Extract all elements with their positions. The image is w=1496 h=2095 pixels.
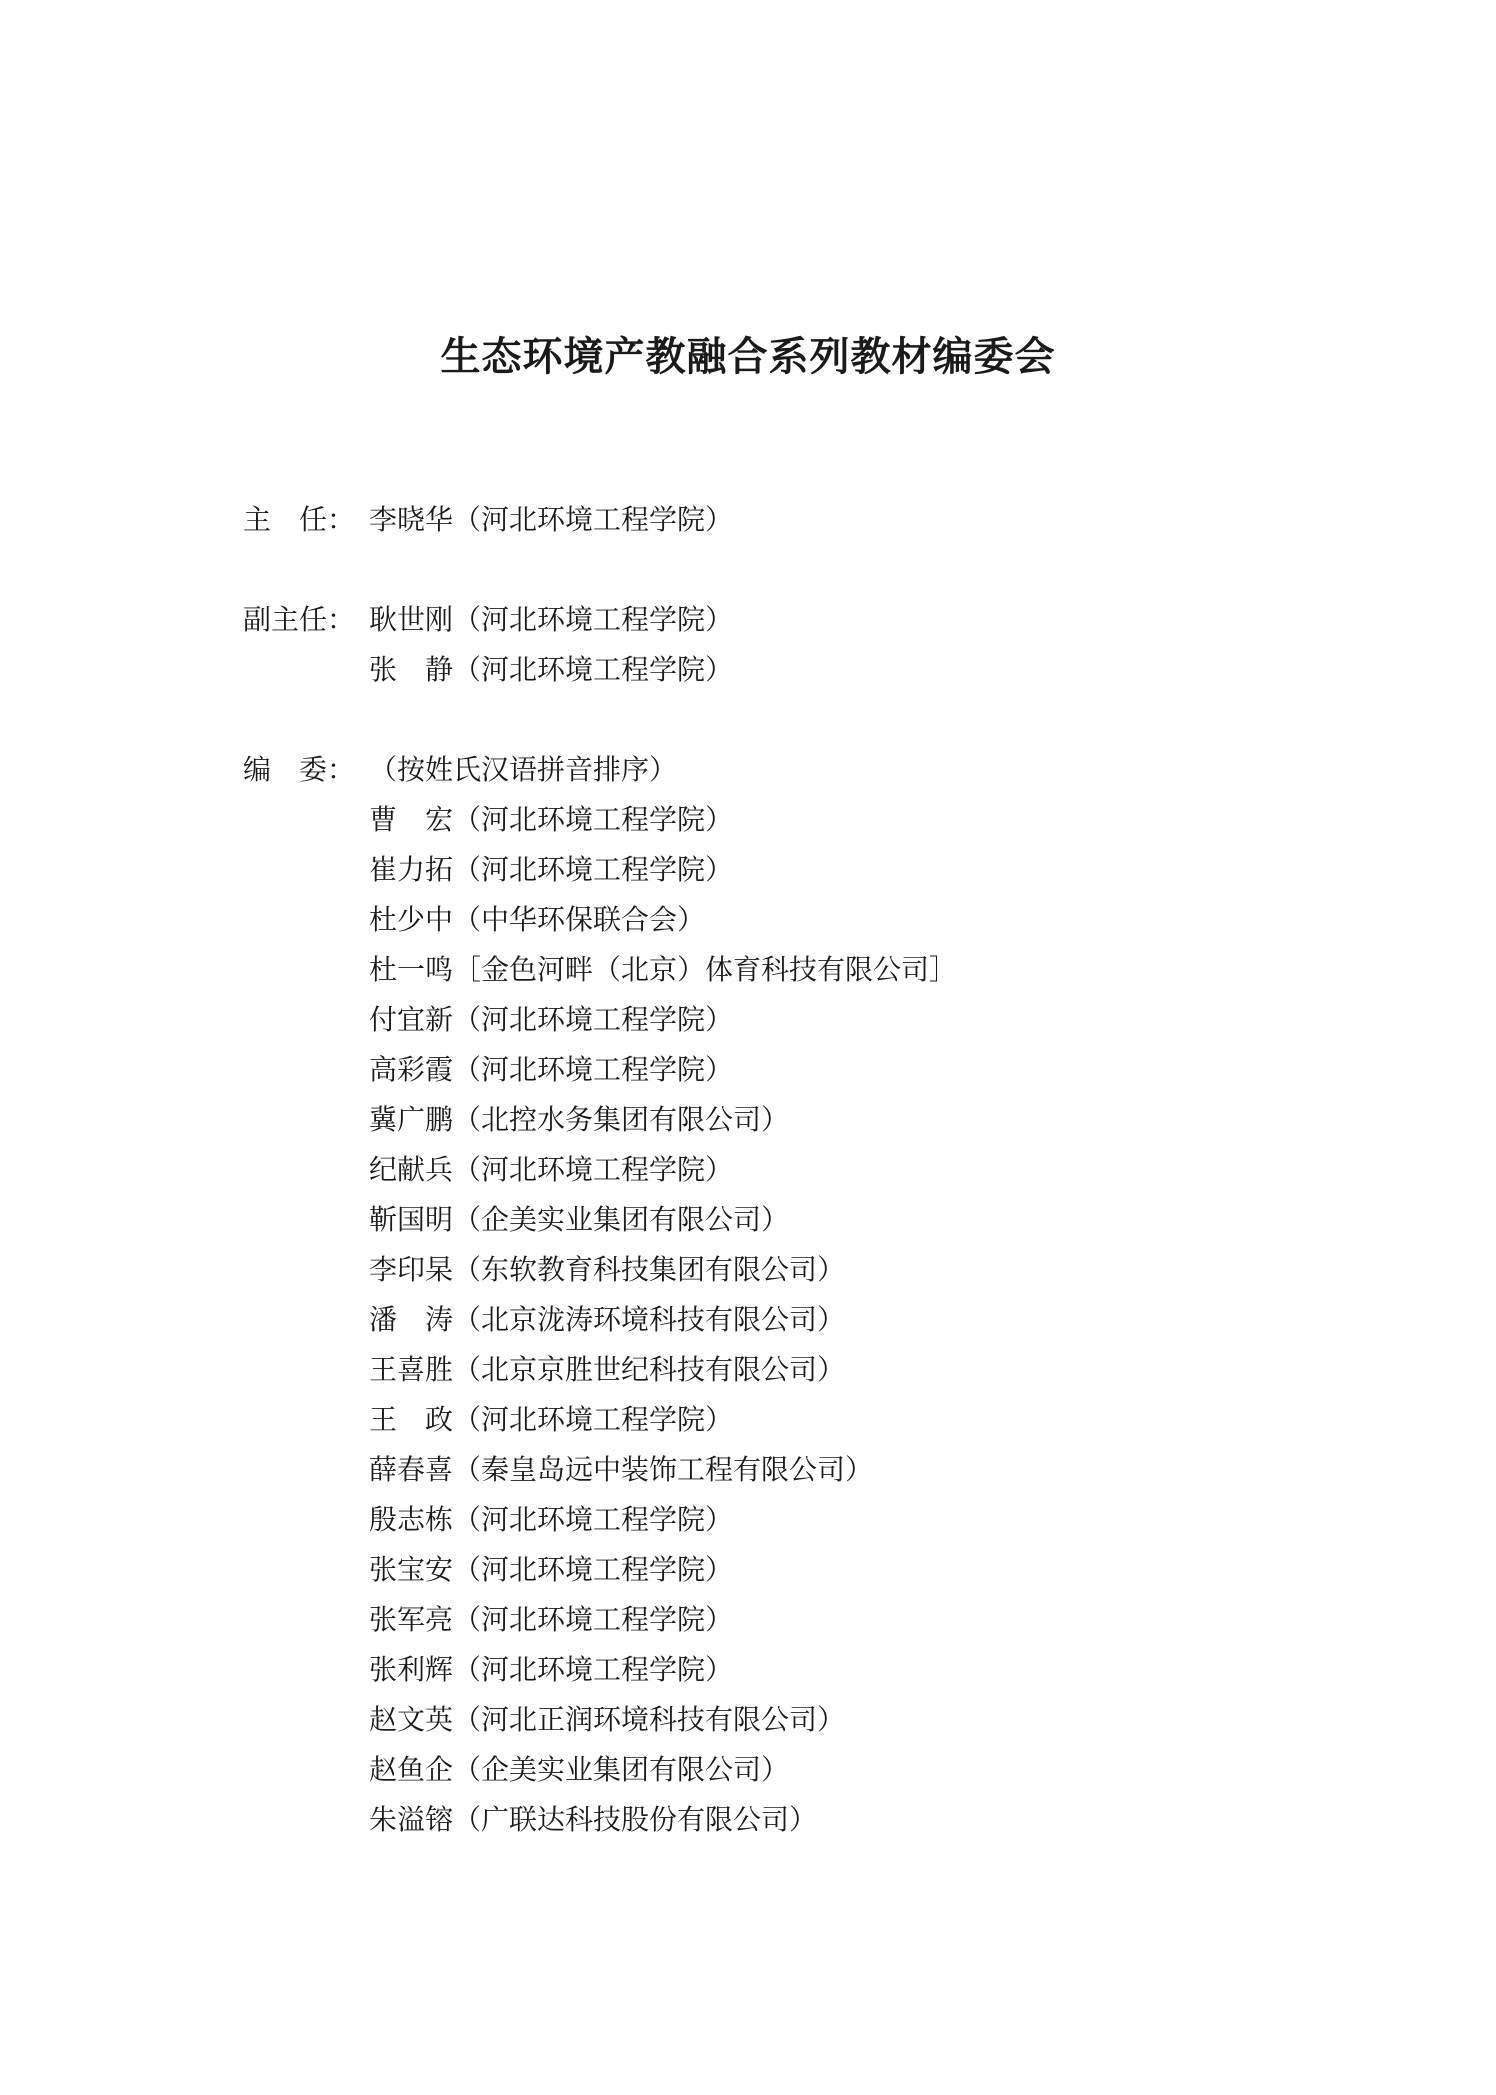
member-entry <box>369 1545 733 1595</box>
member-org: （河北环境工程学院） <box>453 1003 734 1036</box>
member-name: 薛春喜 <box>369 1453 454 1486</box>
member-entry <box>369 1045 733 1095</box>
member-entry <box>369 1245 845 1295</box>
member-org: （河北环境工程学院） <box>453 503 734 536</box>
member-org: （秦皇岛远中装饰工程有限公司） <box>453 1453 874 1486</box>
member-org: （企美实业集团有限公司） <box>453 1753 790 1786</box>
page-title: 生态环境产教融合系列教材编委会 <box>440 334 1056 380</box>
member-entry <box>369 1145 733 1195</box>
member-org: （河北环境工程学院） <box>453 803 734 836</box>
member-name: 张利辉 <box>369 1653 454 1686</box>
member-name: 赵鱼企 <box>369 1753 454 1786</box>
member-entry <box>369 945 957 995</box>
member-org: （河北环境工程学院） <box>453 853 734 886</box>
member-org: （东软教育科技集团有限公司） <box>453 1253 846 1286</box>
member-entry <box>369 1095 789 1145</box>
member-org: （河北环境工程学院） <box>453 1653 734 1686</box>
member-name: 王喜胜 <box>369 1353 454 1386</box>
member-name: 李印杲 <box>369 1253 454 1286</box>
member-entry <box>369 1595 733 1645</box>
director-label: 主 任： <box>243 503 356 536</box>
member-org: （中华环保联合会） <box>453 903 706 936</box>
member-org: （北京京胜世纪科技有限公司） <box>453 1353 846 1386</box>
member-org: （河北环境工程学院） <box>453 1053 734 1086</box>
member-name: 付宜新 <box>369 1003 454 1036</box>
member-entry <box>369 1495 733 1545</box>
member-org: （河北环境工程学院） <box>453 1503 734 1536</box>
member-name: 王 政 <box>369 1403 454 1436</box>
deputy-director-label: 副主任： <box>243 603 356 636</box>
member-entry <box>369 495 733 545</box>
member-entry <box>369 995 733 1045</box>
member-name: 赵文英 <box>369 1703 454 1736</box>
member-name: 纪献兵 <box>369 1153 454 1186</box>
member-org: （河北环境工程学院） <box>453 603 734 636</box>
member-entry <box>369 895 705 945</box>
member-org: （企美实业集团有限公司） <box>453 1203 790 1236</box>
member-entry <box>369 845 733 895</box>
member-entry <box>369 795 733 845</box>
member-org: ［金色河畔（北京）体育科技有限公司］ <box>453 953 958 986</box>
member-name: 崔力拓 <box>369 853 454 886</box>
member-org: （河北环境工程学院） <box>453 1153 734 1186</box>
member-entry <box>369 1345 845 1395</box>
member-name: 朱溢镕 <box>369 1803 454 1836</box>
member-org: （河北环境工程学院） <box>453 1603 734 1636</box>
member-name: 张宝安 <box>369 1553 454 1586</box>
member-org: （河北环境工程学院） <box>453 1403 734 1436</box>
member-name: 潘 涛 <box>369 1303 454 1336</box>
committee-sort-note: （按姓氏汉语拼音排序） <box>369 753 678 786</box>
member-name: 殷志栋 <box>369 1503 454 1536</box>
member-entry <box>369 1695 845 1745</box>
member-org: （河北正润环境科技有限公司） <box>453 1703 846 1736</box>
member-entry <box>369 1445 873 1495</box>
member-name: 冀广鹏 <box>369 1103 454 1136</box>
member-name: 耿世刚 <box>369 603 454 636</box>
member-org: （河北环境工程学院） <box>453 1553 734 1586</box>
committee-label: 编 委： <box>243 753 356 786</box>
member-name: 高彩霞 <box>369 1053 454 1086</box>
member-entry <box>369 595 733 645</box>
member-org: （北控水务集团有限公司） <box>453 1103 790 1136</box>
member-entry <box>369 1645 733 1695</box>
member-entry <box>369 1395 733 1445</box>
member-org: （河北环境工程学院） <box>453 653 734 686</box>
member-name: 张 静 <box>369 653 454 686</box>
member-entry <box>369 645 733 695</box>
member-name: 曹 宏 <box>369 803 454 836</box>
member-name: 靳国明 <box>369 1203 454 1236</box>
member-entry <box>369 1795 817 1845</box>
member-org: （广联达科技股份有限公司） <box>453 1803 818 1836</box>
member-name: 杜少中 <box>369 903 454 936</box>
member-name: 张军亮 <box>369 1603 454 1636</box>
member-name: 杜一鸣 <box>369 953 454 986</box>
member-entry <box>369 1195 789 1245</box>
member-entry <box>369 1745 789 1795</box>
member-org: （北京泷涛环境科技有限公司） <box>453 1303 846 1336</box>
member-entry <box>369 1295 845 1345</box>
member-name: 李晓华 <box>369 503 454 536</box>
